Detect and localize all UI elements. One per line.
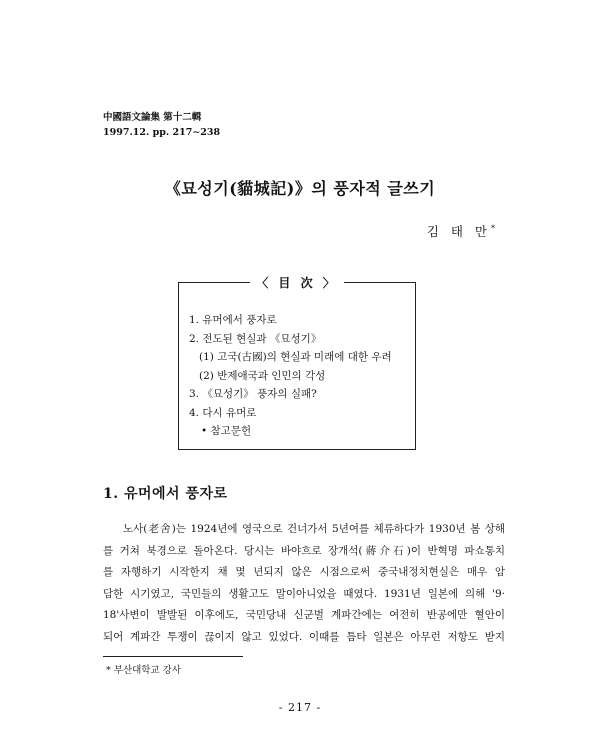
- author-footnote-mark: *: [491, 223, 495, 233]
- body-text: [103, 519, 505, 648]
- toc-subitem: (2) 반제애국과 인민의 각성: [199, 369, 326, 382]
- body-line: 되어 계파간 투쟁이 끊이지 않고 있었다. 이때를 틈타 일본은 아무런 저항도 받지: [103, 630, 505, 643]
- journal-info: [103, 110, 220, 140]
- body-line: 노사(老舍)는 1924년에 영국으로 건너가서 5년여를 체류하다가 1930년 봄 상해: [123, 523, 505, 535]
- journal-issue: 1997.12. pp. 217∼238: [103, 127, 221, 138]
- toc-item: 4. 다시 유머로: [189, 406, 257, 419]
- toc-item: 2. 전도된 현실과 《묘성기》: [189, 332, 322, 345]
- page-number: - 217 -: [278, 701, 322, 714]
- toc-item: 1. 유머에서 풍자로: [189, 314, 277, 326]
- footnote: * 부산대학교 강사: [106, 665, 182, 676]
- author-line: [427, 222, 495, 240]
- paper-title: 《묘성기(貓城記)》의 풍자적 글쓰기: [164, 179, 436, 198]
- toc-subitem: (1) 고국(古國)의 현실과 미래에 대한 우려: [199, 351, 392, 363]
- toc-list: [189, 311, 392, 441]
- author-name: 김 태 만: [426, 224, 491, 239]
- body-line: 를 거쳐 북경으로 돌아온다. 당시는 바야흐로 장개석(蔣介石)이 반혁명 파쇼통치: [103, 544, 505, 557]
- journal-name: 中國語文論集 第十二輯: [103, 112, 202, 123]
- section-heading: 1. 유머에서 풍자로: [103, 486, 228, 502]
- footnote-divider: [103, 656, 243, 657]
- toc-item: 3. 《묘성기》 풍자의 실패?: [189, 388, 317, 400]
- toc-item-references: • 참고문헌: [201, 425, 252, 437]
- toc-heading-wrap: [179, 274, 415, 292]
- body-line: 18'사변이 발발된 이후에도, 국민당내 신군벌 계파간에는 여전히 반공에만 혈안이: [103, 609, 505, 621]
- toc-heading: 〈 目 次 〉: [250, 276, 344, 290]
- table-of-contents: [178, 276, 416, 450]
- body-line: 를 자행하기 시작한지 채 몇 년되지 않은 시점으로써 중국내정치현실은 매우 암: [103, 566, 505, 578]
- body-line: 담한 시기였고, 국민들의 생활고도 말이아니었을 때였다. 1931년 일본에 의해 '9·: [103, 587, 505, 600]
